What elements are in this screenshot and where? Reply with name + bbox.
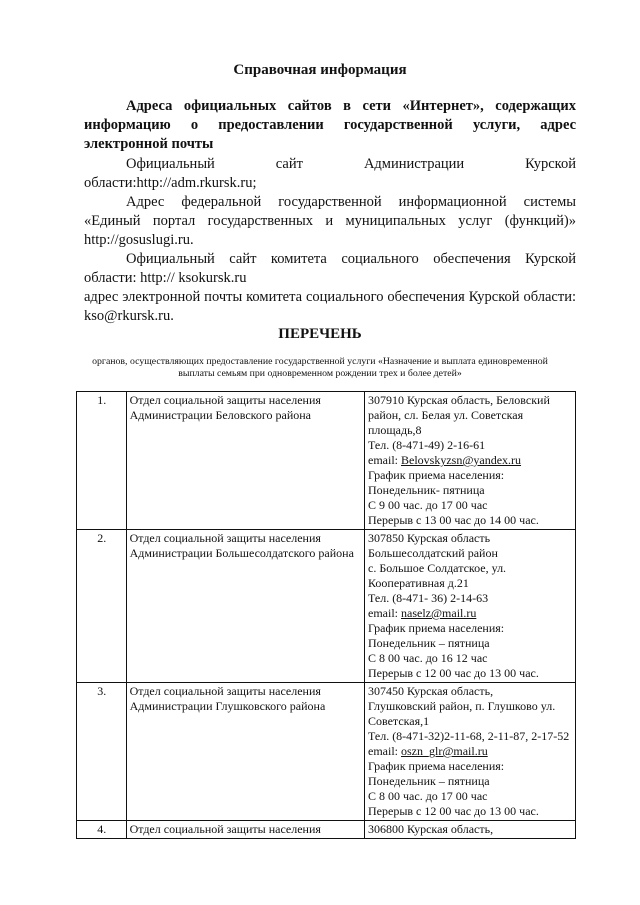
office-name: Отдел социальной защиты населения Администрации Беловского района xyxy=(126,392,364,530)
office-address-line: Тел. (8-471-32)2-11-68, 2-11-87, 2-17-52 xyxy=(368,729,570,743)
office-schedule-line: Перерыв с 12 00 час до 13 00 час. xyxy=(368,666,539,680)
office-schedule-line: График приема населения: xyxy=(368,759,505,773)
office-schedule-line: График приема населения: xyxy=(368,621,505,635)
office-address-line: Глушковский район, п. Глушково ул. Советская,1 xyxy=(368,699,556,728)
office-schedule-line: Понедельник – пятница xyxy=(368,636,490,650)
table-row xyxy=(77,683,576,821)
office-address-line: Тел. (8-471-49) 2-16-61 xyxy=(368,438,486,452)
office-contacts xyxy=(365,821,576,839)
office-schedule-line: Понедельник – пятница xyxy=(368,774,490,788)
table-row xyxy=(77,530,576,683)
paragraph-admin-site: Официальный сайт Администрации Курской области:http://adm.rkursk.ru; xyxy=(84,156,576,191)
office-contacts xyxy=(365,530,576,683)
table-row xyxy=(77,821,576,839)
office-email-label: email: xyxy=(368,606,401,620)
section-heading: Адреса официальных сайтов в сети «Интернет», содержащих информацию о предоставлении государственной услуги, адрес электронной почты xyxy=(84,98,576,152)
office-name: Отдел социальной защиты населения xyxy=(126,821,364,839)
office-name: Отдел социальной защиты населения Администрации Большесолдатского района xyxy=(126,530,364,683)
office-email-label: email: xyxy=(368,453,401,467)
office-schedule-line: Перерыв с 13 00 час до 14 00 час. xyxy=(368,513,539,527)
office-contacts xyxy=(365,392,576,530)
paragraph-committee-email xyxy=(84,288,576,326)
office-schedule-line: С 9 00 час. до 17 00 час xyxy=(368,498,488,512)
paragraph-gosuslugi: Адрес федеральной государственной информационной системы «Единый портал государственных и муниципальных услуг (функций)» http://gosuslugi.ru. xyxy=(84,194,576,248)
office-schedule-line: С 8 00 час. до 16 12 час xyxy=(368,651,488,665)
list-title: ПЕРЕЧЕНЬ xyxy=(278,326,362,342)
office-number: 3. xyxy=(77,683,127,821)
office-number: 2. xyxy=(77,530,127,683)
office-address-line: с. Большое Солдатское, ул. Кооперативная д.21 xyxy=(368,561,507,590)
office-schedule-line: Понедельник- пятница xyxy=(368,483,485,497)
list-subtitle: органов, осуществляющих предоставление государственной услуги «Назначение и выплата единовременной выплаты семьям при одновременном рождении трех и более детей» xyxy=(92,356,548,379)
office-email-label: email: xyxy=(368,744,401,758)
office-email-link[interactable]: Belovskyzsn@yandex.ru xyxy=(401,453,522,467)
office-email-link[interactable]: naselz@mail.ru xyxy=(401,606,477,620)
office-address-line: 306800 Курская область, xyxy=(368,822,494,836)
office-address-line: Большесолдатский район xyxy=(368,546,498,560)
office-address-line: Тел. (8-471- 36) 2-14-63 xyxy=(368,591,489,605)
office-address-line: 307450 Курская область, xyxy=(368,684,494,698)
office-number: 1. xyxy=(77,392,127,530)
office-email-link[interactable]: oszn_glr@mail.ru xyxy=(401,744,488,758)
paragraph-committee-email-text: адрес электронной почты комитета социального обеспечения Курской области: kso@rkursk.ru. xyxy=(84,289,576,324)
table-row xyxy=(77,392,576,530)
office-schedule-line: График приема населения: xyxy=(368,468,505,482)
office-email-line xyxy=(368,453,573,468)
office-email-line xyxy=(368,744,573,759)
page-title: Справочная информация xyxy=(233,62,407,78)
office-name: Отдел социальной защиты населения Администрации Глушковского района xyxy=(126,683,364,821)
office-number: 4. xyxy=(77,821,127,839)
office-contacts xyxy=(365,683,576,821)
paragraph-committee-site: Официальный сайт комитета социального обеспечения Курской области: http:// ksokursk.ru xyxy=(84,251,576,286)
office-schedule-line: Перерыв с 12 00 час до 13 00 час. xyxy=(368,804,539,818)
offices-table xyxy=(76,391,576,839)
office-address-line: 307850 Курская область xyxy=(368,531,491,545)
office-email-line xyxy=(368,606,573,621)
office-address-line: 307910 Курская область, Беловский район, сл. Белая ул. Советская площадь,8 xyxy=(368,393,550,437)
office-schedule-line: С 8 00 час. до 17 00 час xyxy=(368,789,488,803)
